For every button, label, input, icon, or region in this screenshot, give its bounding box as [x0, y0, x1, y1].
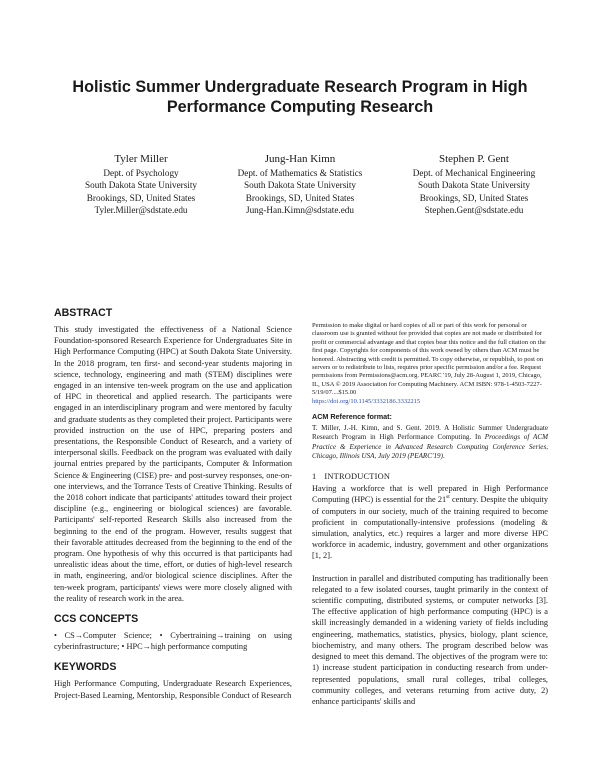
author-dept: Dept. of Mechanical Engineering: [412, 168, 536, 178]
author-name: Tyler Miller: [114, 153, 168, 165]
abstract-text: This study investigated the effectiveness of a National Science Foundation-sponsored Research Experience for Undergraduates Site in High Performance Computing (HPC) at South Dakota State University. In the 2018 program, ten first- and second-year students majoring in science, technology, engineering and math (STEM) disciplines were engaged in an intensive ten-week program on the use and application of HPC in theoretical and applied research. The participants were engaged in an interdisciplinary program and were mentored by faculty and graduate students as they completed their project. Participants were provided instruction on the use of HPC, preparing posters and presentations, the Responsible Conduct of Research, and a variety of interpersonal skills. Feedback on the program was evaluated with daily journal entries prepared by the participants, Computer & Information Science & Engineering (CISE) pre- and post-survey responses, one-on-one interviews, and the Torrance Tests of Creative Thinking. Results of the 2018 cohort indicate that participants' attitudes toward their project discipline (e.g., engineering or biological sciences) are favorable. Participants' self-reported Research Skills also increased from the beginning to the end of the program. However, results suggest that their favorable attitudes decreased from the beginning to the end of the program. One hypothesis of why this occurred is that participants had unrealistic ideas about the time, effort, or duties of high-level research in math, engineering, and/or biological science disciplines. After the ten-week program, participants' views were more closely aligned with the reality of research work in the area.: [54, 325, 292, 603]
intro-text: century. Despite the ubiquity of computers in our society, much of the training required to become proficient in computationally-intensive professions (modeling & simulation, analytics, etc.) requires a larger and more diverse HPC workforce in academic, industry, government and other organizations [1, 2].: [312, 495, 548, 561]
ref-plain: T. Miller, J.-H. Kimn, and S. Gent. 2019. A Holistic Summer Undergraduate Research Program in High Performance Computing. In: [312, 424, 548, 442]
acm-reference-heading: ACM Reference format:: [312, 412, 392, 422]
author-name: Jung-Han Kimn: [264, 153, 336, 165]
permission-text: Permission to make digital or hard copies of all or part of this work for personal or classroom use is granted without fee provided that copies are not made or distributed for profit or commercial advantage and that copies bear this notice and the full citation on the first page. Copyrights for components of this work owned by others than ACM must be honored. Abstracting with credit is permitted. To copy otherwise, or republish, to post on servers or to redistribute to lists, requires prior specific permission and/or a fee. Request permissions from Permissions@acm.org. PEARC '19, July 28-August 1, 2019, Chicago, IL, USA © 2019 Association for Computing Machinery. ACM ISBN: 978-1-4503-7227-5/19/07....$15.00: [312, 322, 546, 397]
intro-text: Having a workforce that is well prepared in High Performance Computing (HPC) is essential for the 21: [312, 484, 548, 505]
right-column: [312, 322, 548, 707]
author-email[interactable]: Jung-Han.Kimn@sdstate.edu: [246, 204, 354, 215]
introduction-heading: [312, 472, 548, 481]
author-block: [205, 152, 395, 216]
intro-paragraph-1: [312, 483, 548, 561]
ccs-text: • CS→Computer Science; • Cybertraining→training on using cyberinfrastructure; • HPC→high performance computing: [54, 631, 292, 652]
author-univ: South Dakota State University: [417, 180, 531, 191]
author-univ: South Dakota State University: [243, 180, 357, 191]
author-city: Brookings, SD, United States: [419, 192, 529, 203]
acm-reference-text: [312, 424, 548, 461]
keywords-heading: KEYWORDS: [54, 661, 117, 674]
author-univ: South Dakota State University: [84, 180, 198, 191]
title-line: Performance Computing Research: [166, 98, 434, 116]
intro-paragraph-2: Instruction in parallel and distributed computing has traditionally been relegated to a few isolated courses, taught primarily in the context of scientific computing, distributed systems, or computer networks [3]. The effective application of high performance computing (HPC) is a skill increasingly demanded in a widening variety of fields including engineering, mathematics, statistics, physics, biology, plant science, biochemistry, and many others. The program described below was designed to meet this demand. The objectives of the program were to: 1) increase student participation in conducting research from under-represented populations, small rural colleges, tribal colleges, community colleges, and veterans returning from active duty, 2) enhance participants' skills and: [312, 573, 548, 706]
author-city: Brookings, SD, United States: [245, 192, 355, 203]
superscript: st: [446, 494, 450, 501]
ccs-heading: CCS CONCEPTS: [54, 613, 139, 626]
author-email[interactable]: Stephen.Gent@sdstate.edu: [424, 204, 524, 215]
ref-italic: Proceedings of ACM Practice & Experience in Advanced Research Computing Conference Series, Chicago, Illinois USA, July 2019 (PEARC'19): [312, 433, 548, 460]
author-block: [379, 152, 569, 216]
doi-link[interactable]: https://doi.org/10.1145/3332186.3332215: [312, 397, 421, 405]
section-title: INTRODUCTION: [324, 472, 391, 482]
keywords-text: High Performance Computing, Undergraduate Research Experiences, Project-Based Learning, Mentorship, Responsible Conduct of Research: [54, 679, 292, 700]
ref-end: .: [442, 451, 445, 460]
abstract-heading: ABSTRACT: [54, 307, 113, 319]
author-dept: Dept. of Psychology: [103, 168, 179, 178]
author-dept: Dept. of Mathematics & Statistics: [237, 168, 363, 178]
author-name: Stephen P. Gent: [439, 153, 509, 165]
permission-notice: [312, 322, 548, 406]
paper-title: [60, 77, 540, 117]
left-column: [54, 307, 292, 701]
author-email[interactable]: Tyler.Miller@sdstate.edu: [94, 204, 188, 215]
section-number: 1: [312, 472, 317, 482]
title-line: Holistic Summer Undergraduate Research Program in High: [72, 78, 528, 96]
author-city: Brookings, SD, United States: [86, 192, 196, 203]
